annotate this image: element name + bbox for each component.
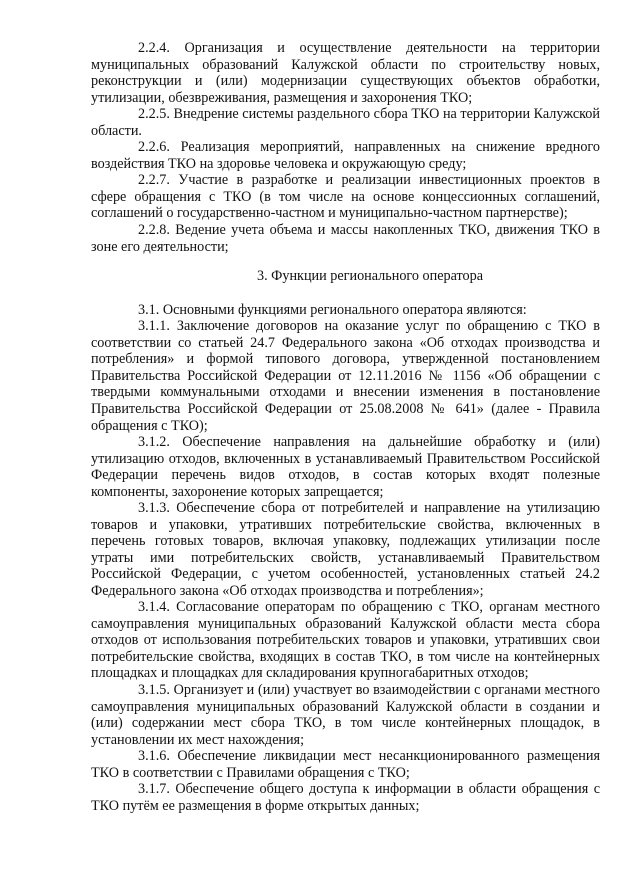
paragraph-3-1-1: 3.1.1. Заключение договоров на оказание услуг по обращению с ТКО в соответствии со статьей 24.7 Федерального закона «Об отходах производства и потребления» и формой типового договора, утвержденной постановлением Правительства Российской Федерации от 12.11.2016 № 1156 «Об обращении с твердыми коммунальными отходами и внесении изменения в постановление Правительства Российской Федерации от 25.08.2008 № 641» (далее - Правила обращения с ТКО);: [91, 318, 600, 434]
paragraph-3-1-2: 3.1.2. Обеспечение направления на дальнейшие обработку и (или) утилизацию отходов, включенных в устанавливаемый Правительством Российской Федерации перечень видов отходов, в состав которых входят полезные компоненты, захоронение которых запрещается;: [91, 434, 600, 500]
paragraph-3-1-3: 3.1.3. Обеспечение сбора от потребителей и направление на утилизацию товаров и упаковки, утративших потребительские свойства, включенных в перечень готовых товаров, включая упаковку, подлежащих утилизации после утраты ими потребительских свойств, устанавливаемый Правительством Российской Федерации, с учетом особенностей, установленных статьей 24.2 Федерального закона «Об отходах производства и потребления»;: [91, 500, 600, 599]
paragraph-2-2-4: 2.2.4. Организация и осуществление деятельности на территории муниципальных образований Калужской области по строительству новых, реконструкции и (или) модернизации существующих объектов обработки, утилизации, обезвреживания, размещения и захоронения ТКО;: [91, 40, 600, 106]
section-heading: 3. Функции регионального оператора: [256, 268, 484, 284]
paragraph-3-1-5: 3.1.5. Организует и (или) участвует во взаимодействии с органами местного самоуправления муниципальных образований Калужской области в создании и (или) содержании мест сбора ТКО, в том числе контейнерных площадок, в установлении их мест нахождения;: [91, 682, 600, 748]
paragraph-2-2-7: 2.2.7. Участие в разработке и реализации инвестиционных проектов в сфере обращения с ТКО (в том числе на основе концессионных соглашений, соглашений о государственно-частном и муниципально-частном партнерстве);: [91, 172, 600, 222]
paragraph-3-1-7: 3.1.7. Обеспечение общего доступа к информации в области обращения с ТКО путём ее размещения в форме открытых данных;: [91, 781, 600, 814]
paragraph-2-2-8: 2.2.8. Ведение учета объема и массы накопленных ТКО, движения ТКО в зоне его деятельности;: [91, 222, 600, 255]
paragraph-2-2-5: 2.2.5. Внедрение системы раздельного сбора ТКО на территории Калужской области.: [91, 106, 600, 139]
paragraph-3-1-4: 3.1.4. Согласование операторам по обращению с ТКО, органам местного самоуправления муниципальных образований Калужской области места сбора отходов от использования потребительских товаров и упаковки, утративших свои потребительские свойства, входящих в состав ТКО, в том числе на контейнерных площадках и площадках для складирования крупногабаритных отходов;: [91, 599, 600, 682]
paragraph-3-1-6: 3.1.6. Обеспечение ликвидации мест несанкционированного размещения ТКО в соответствии с Правилами обращения с ТКО;: [91, 748, 600, 781]
paragraph-3-1: 3.1. Основными функциями регионального оператора являются:: [138, 302, 527, 318]
paragraph-2-2-6: 2.2.6. Реализация мероприятий, направленных на снижение вредного воздействия ТКО на здоровье человека и окружающую среду;: [91, 139, 600, 172]
